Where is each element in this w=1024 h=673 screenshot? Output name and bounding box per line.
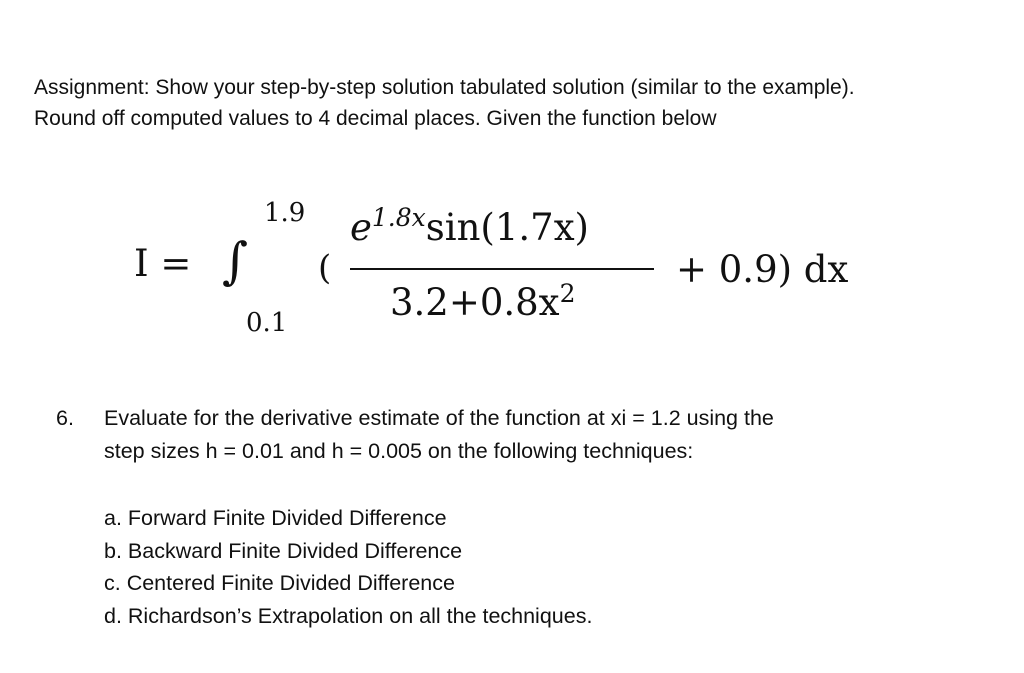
list-item: c. Centered Finite Divided Difference (104, 571, 455, 595)
list-item: b. Backward Finite Divided Difference (104, 538, 463, 563)
integral-sign: ∫ (222, 232, 249, 290)
integral-upper-limit: 1.9 (264, 198, 306, 228)
denominator-base: 3.2+0.8x (390, 281, 560, 324)
assignment-line-1: Assignment: Show your step-by-step solution tabulated solution (similar to the example). (34, 76, 855, 99)
question-line-2: step sizes h = 0.01 and h = 0.005 on the following techniques: (104, 439, 694, 463)
question-text (104, 402, 984, 468)
question-line-1: Evaluate for the derivative estimate of the function at xi = 1.2 using the (104, 406, 774, 430)
list-item: d. Richardson’s Extrapolation on all the techniques. (104, 603, 593, 628)
assignment-line-2: Round off computed values to 4 decimal places. Given the function below (34, 107, 717, 130)
fraction-denominator (390, 281, 575, 324)
denominator-exponent: 2 (559, 279, 576, 308)
numerator-base: e (350, 206, 372, 249)
equation-lhs: I = (134, 242, 192, 285)
question-number: 6. (56, 406, 74, 430)
numerator-rest: sin(1.7x) (425, 206, 589, 249)
assignment-instructions (34, 72, 1004, 134)
fraction-bar (350, 268, 654, 270)
list-item: a. Forward Finite Divided Difference (104, 506, 447, 530)
technique-list (104, 502, 592, 632)
fraction-numerator (350, 203, 589, 249)
numerator-exponent: 1.8x (371, 203, 426, 232)
equation-tail: + 0.9) dx (676, 248, 849, 291)
open-paren: ( (318, 248, 332, 288)
integral-lower-limit: 0.1 (246, 308, 288, 338)
